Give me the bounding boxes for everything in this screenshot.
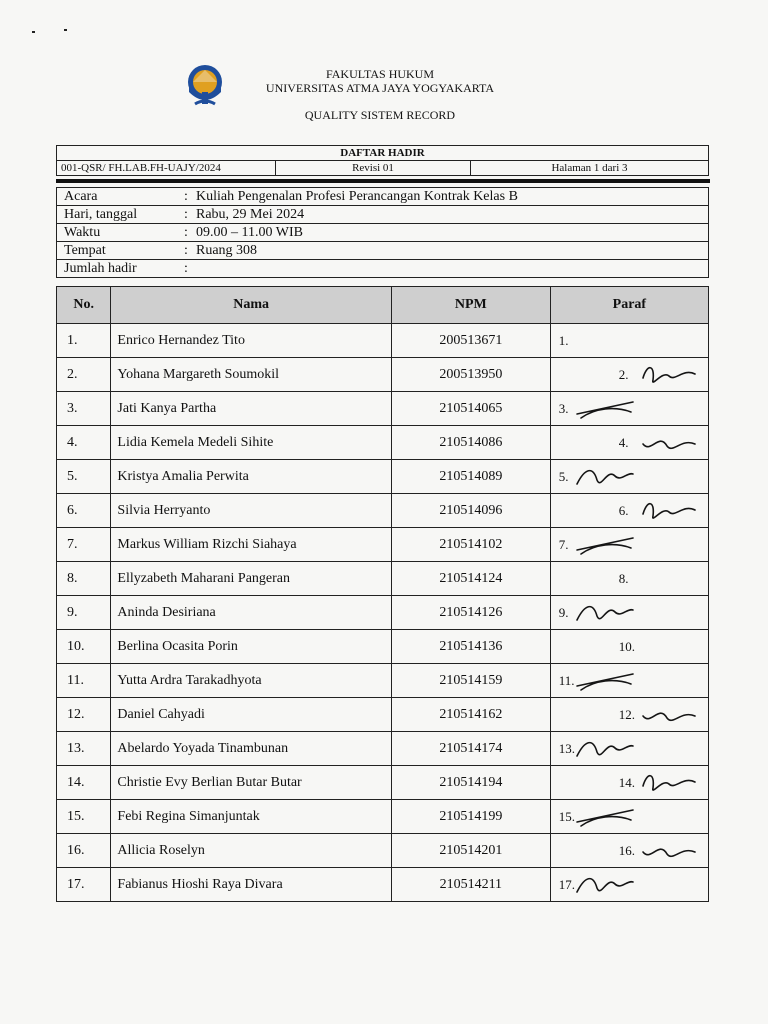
student-npm: 210514201 [391,834,550,868]
signature [639,496,699,524]
paraf-number: 16. [618,843,635,858]
row-number: 8. [57,562,111,596]
paraf-cell [550,392,708,426]
row-number: 15. [57,800,111,834]
institution-header [230,67,530,95]
table-row [57,766,709,800]
scan-speck [64,29,67,31]
paraf-cell [550,528,708,562]
info-row [57,206,709,224]
student-name: Daniel Cahyadi [111,698,392,732]
document-code: 001-QSR/ FH.LAB.FH-UAJY/2024 [57,161,276,176]
table-row [57,324,709,358]
table-row [57,460,709,494]
paraf-cell [550,664,708,698]
table-row [57,494,709,528]
header-npm: NPM [391,287,550,324]
row-number: 13. [57,732,111,766]
table-row [57,358,709,392]
row-number: 14. [57,766,111,800]
paraf-number: 7. [558,537,569,552]
paraf-cell [550,834,708,868]
student-name: Aninda Desiriana [111,596,392,630]
info-row [57,242,709,260]
divider [56,179,710,183]
paraf-number: 3. [558,401,569,416]
paraf-cell [550,324,708,358]
info-row [57,188,709,206]
student-npm: 210514089 [391,460,550,494]
signature [639,768,699,796]
student-name: Ellyzabeth Maharani Pangeran [111,562,392,596]
table-row [57,664,709,698]
info-label: Acara [57,188,177,206]
paraf-cell [550,460,708,494]
table-row [57,562,709,596]
student-name: Lidia Kemela Medeli Sihite [111,426,392,460]
signature [575,870,635,898]
student-npm: 210514086 [391,426,550,460]
row-number: 9. [57,596,111,630]
university-logo [183,62,227,110]
paraf-number: 6. [618,503,629,518]
info-value: Kuliah Pengenalan Profesi Perancangan Kontrak Kelas B [196,188,709,206]
student-name: Markus William Rizchi Siahaya [111,528,392,562]
row-number: 6. [57,494,111,528]
university-name: UNIVERSITAS ATMA JAYA YOGYAKARTA [265,81,495,95]
signature [639,836,699,864]
student-npm: 210514159 [391,664,550,698]
paraf-number: 4. [618,435,629,450]
table-row [57,426,709,460]
student-npm: 210514162 [391,698,550,732]
paraf-number: 17. [558,877,575,892]
student-npm: 210514124 [391,562,550,596]
info-row [57,224,709,242]
signature [575,598,635,626]
student-npm: 210514211 [391,868,550,902]
info-separator: : [184,260,188,276]
student-npm: 210514194 [391,766,550,800]
info-separator: : [176,188,196,206]
table-row [57,528,709,562]
row-number: 11. [57,664,111,698]
student-name: Silvia Herryanto [111,494,392,528]
signature [639,428,699,456]
paraf-cell [550,494,708,528]
paraf-number: 10. [618,639,635,654]
student-npm: 210514096 [391,494,550,528]
paraf-number: 5. [558,469,569,484]
row-number: 16. [57,834,111,868]
page-number: Halaman 1 dari 3 [471,161,709,176]
student-npm: 210514136 [391,630,550,664]
info-separator: : [176,242,196,260]
student-npm: 200513950 [391,358,550,392]
student-name: Fabianus Hioshi Raya Divara [111,868,392,902]
info-separator: : [176,206,196,224]
table-row [57,732,709,766]
paraf-cell [550,596,708,630]
paraf-cell [550,698,708,732]
row-number: 12. [57,698,111,732]
student-name: Berlina Ocasita Porin [111,630,392,664]
paraf-number: 15. [558,809,575,824]
paraf-cell [550,630,708,664]
header-paraf: Paraf [550,287,708,324]
event-info [56,187,709,278]
signature [575,802,635,830]
table-row [57,868,709,902]
paraf-cell [550,358,708,392]
paraf-number: 8. [618,571,629,586]
info-label: Tempat [57,242,177,260]
paraf-number: 14. [618,775,635,790]
header-no: No. [57,287,111,324]
paraf-cell [550,426,708,460]
paraf-number: 11. [558,673,575,688]
row-number: 10. [57,630,111,664]
row-number: 7. [57,528,111,562]
paraf-cell [550,732,708,766]
info-separator: : [176,224,196,242]
student-name: Febi Regina Simanjuntak [111,800,392,834]
table-row [57,698,709,732]
student-name: Yutta Ardra Tarakadhyota [111,664,392,698]
student-name: Allicia Roselyn [111,834,392,868]
paraf-number: 2. [618,367,629,382]
student-npm: 210514102 [391,528,550,562]
row-number: 2. [57,358,111,392]
info-label: Jumlah hadir [64,260,137,276]
info-value: Rabu, 29 Mei 2024 [196,206,709,224]
info-label: Hari, tanggal [57,206,177,224]
form-title: DAFTAR HADIR [57,146,709,161]
info-label: Waktu [57,224,177,242]
revision: Revisi 01 [276,161,471,176]
student-name: Christie Evy Berlian Butar Butar [111,766,392,800]
paraf-cell [550,868,708,902]
paraf-number: 1. [558,333,569,348]
student-name: Enrico Hernandez Tito [111,324,392,358]
row-number: 1. [57,324,111,358]
student-name: Kristya Amalia Perwita [111,460,392,494]
row-number: 4. [57,426,111,460]
table-row [57,800,709,834]
signature [575,666,635,694]
signature [575,530,635,558]
student-npm: 210514126 [391,596,550,630]
student-name: Abelardo Yoyada Tinambunan [111,732,392,766]
signature [575,394,635,422]
paraf-number: 12. [618,707,635,722]
student-npm: 200513671 [391,324,550,358]
info-row [57,260,709,278]
table-row [57,392,709,426]
scan-speck [32,31,35,33]
paraf-cell [550,800,708,834]
header-nama: Nama [111,287,392,324]
paraf-number: 9. [558,605,569,620]
table-row [57,596,709,630]
attendance-table [56,286,709,902]
info-value: 09.00 – 11.00 WIB [196,224,709,242]
signature [639,700,699,728]
paraf-cell [550,562,708,596]
signature [575,462,635,490]
student-name: Jati Kanya Partha [111,392,392,426]
table-row [57,834,709,868]
row-number: 3. [57,392,111,426]
student-npm: 210514199 [391,800,550,834]
record-title: QUALITY SISTEM RECORD [304,108,456,122]
signature [639,360,699,388]
document-control-box [56,145,709,176]
signature [575,734,635,762]
faculty-name: FAKULTAS HUKUM [325,67,435,81]
paraf-number: 13. [558,741,575,756]
student-npm: 210514065 [391,392,550,426]
info-value: Ruang 308 [196,242,709,260]
student-name: Yohana Margareth Soumokil [111,358,392,392]
paraf-cell [550,766,708,800]
row-number: 5. [57,460,111,494]
table-row [57,630,709,664]
info-value [196,260,709,278]
row-number: 17. [57,868,111,902]
student-npm: 210514174 [391,732,550,766]
